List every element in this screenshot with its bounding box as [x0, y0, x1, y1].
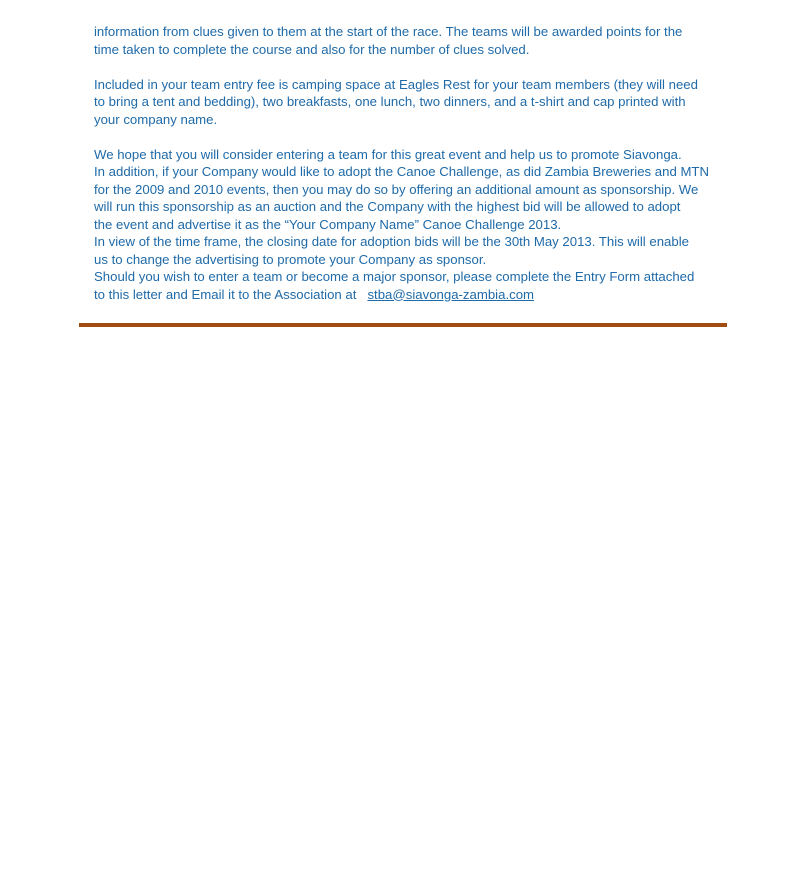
email-prefix-text: to this letter and Email it to the Association at	[94, 286, 364, 302]
text-line: Should you wish to enter a team or become a major sponsor, please complete the Entry Form attached	[94, 269, 695, 284]
text-line: the event and advertise it as the “Your Company Name” Canoe Challenge 2013.	[94, 216, 562, 232]
text-line: to bring a tent and bedding), two breakfasts, one lunch, two dinners, and a t-shirt and cap printed with	[94, 94, 686, 109]
text-line: In view of the time frame, the closing date for adoption bids will be the 30th May 2013. This will enable	[94, 234, 689, 249]
text-line: We hope that you will consider entering a team for this great event and help us to promote Siavonga.	[94, 146, 682, 162]
text-line: for the 2009 and 2010 events, then you may do so by offering an additional amount as sponsorship. We	[94, 181, 699, 197]
paragraph-gap	[94, 128, 719, 146]
paragraph-sponsorship	[94, 146, 719, 304]
paragraph-gap	[94, 58, 719, 76]
text-line: In addition, if your Company would like to adopt the Canoe Challenge, as did Zambia Breweries and MTN	[94, 164, 710, 179]
text-line: Included in your team entry fee is camping space at Eagles Rest for your team members (they will need	[94, 76, 698, 92]
footer-divider	[79, 323, 727, 327]
text-line: us to change the advertising to promote your Company as sponsor.	[94, 251, 487, 267]
text-line: will run this sponsorship as an auction and the Company with the highest bid will be allowed to adopt	[94, 199, 681, 214]
text-line: time taken to complete the course and also for the number of clues solved.	[94, 41, 530, 57]
text-line-email	[94, 286, 719, 304]
text-line: your company name.	[94, 111, 218, 127]
paragraph-entry-fee	[94, 76, 719, 129]
email-link[interactable]: stba@siavonga-zambia.com	[367, 286, 535, 302]
text-line: information from clues given to them at the start of the race. The teams will be awarded points for the	[94, 24, 683, 39]
paragraph-scoring	[94, 23, 719, 58]
letter-body	[94, 23, 719, 303]
